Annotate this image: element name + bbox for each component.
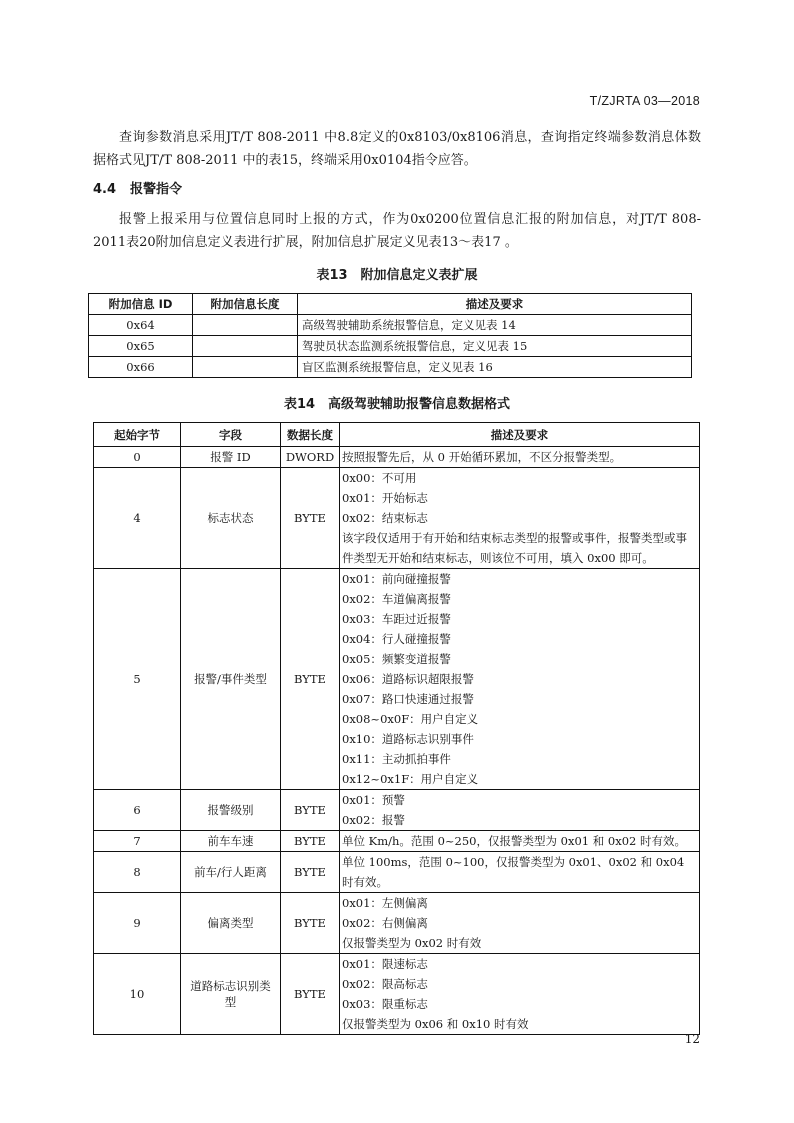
column-header-id: 附加信息 ID bbox=[89, 294, 193, 315]
cell-data-length: BYTE bbox=[281, 790, 340, 831]
description-line: 0x02：限高标志 bbox=[342, 977, 428, 991]
description-line: 仅报警类型为 0x02 时有效 bbox=[342, 936, 482, 950]
table-row bbox=[94, 831, 700, 852]
description-line: 0x00：不可用 bbox=[342, 471, 417, 485]
table-row bbox=[94, 447, 700, 468]
cell-field: 前车/行人距离 bbox=[181, 852, 281, 893]
description-line: 0x12~0x1F：用户自定义 bbox=[342, 772, 479, 786]
table14-caption: 表14 高级驾驶辅助报警信息数据格式 bbox=[283, 397, 511, 412]
section-title: 报警指令 bbox=[130, 182, 183, 197]
description-line: 按照报警先后，从 0 开始循环累加，不区分报警类型。 bbox=[342, 450, 622, 464]
description-line: 0x03：车距过近报警 bbox=[342, 612, 451, 626]
description-line: 0x01：预警 bbox=[342, 793, 405, 807]
cell-start-byte: 6 bbox=[94, 790, 181, 831]
cell-data-length: DWORD bbox=[281, 447, 340, 468]
cell-field: 前车车速 bbox=[181, 831, 281, 852]
cell-id: 0x65 bbox=[89, 336, 193, 357]
cell-data-length: BYTE bbox=[281, 569, 340, 790]
table-row bbox=[94, 893, 700, 954]
cell-id: 0x66 bbox=[89, 357, 193, 378]
column-header-start-byte: 起始字节 bbox=[94, 423, 181, 447]
description-line: 0x02：结束标志 bbox=[342, 511, 428, 525]
column-header-data-length: 数据长度 bbox=[281, 423, 340, 447]
cell-start-byte: 10 bbox=[94, 954, 181, 1035]
description-line: 0x01：左侧偏离 bbox=[342, 896, 428, 910]
column-header-description: 描述及要求 bbox=[340, 423, 700, 447]
table-header-row bbox=[89, 294, 692, 315]
description-line: 0x02：车道偏离报警 bbox=[342, 592, 451, 606]
description-line: 0x01：开始标志 bbox=[342, 491, 428, 505]
cell-description bbox=[340, 790, 700, 831]
description-line: 0x07：路口快速通过报警 bbox=[342, 692, 474, 706]
table-row bbox=[94, 852, 700, 893]
section-number: 4.4 bbox=[93, 182, 117, 197]
cell-field: 道路标志识别类型 bbox=[181, 954, 281, 1035]
table14-adas-alarm-format bbox=[93, 422, 700, 1035]
cell-data-length: BYTE bbox=[281, 831, 340, 852]
cell-start-byte: 0 bbox=[94, 447, 181, 468]
table-row bbox=[89, 336, 692, 357]
cell-description bbox=[340, 831, 700, 852]
description-line: 0x01：前向碰撞报警 bbox=[342, 572, 451, 586]
cell-data-length: BYTE bbox=[281, 893, 340, 954]
description-line: 单位 100ms，范围 0~100，仅报警类型为 0x01、0x02 和 0x04 时有效。 bbox=[342, 855, 685, 889]
table13-additional-info bbox=[88, 293, 692, 378]
cell-description bbox=[340, 954, 700, 1035]
cell-length bbox=[193, 315, 298, 336]
cell-description bbox=[340, 852, 700, 893]
cell-description: 高级驾驶辅助系统报警信息，定义见表 14 bbox=[298, 315, 692, 336]
description-line: 0x06：道路标识超限报警 bbox=[342, 672, 474, 686]
description-line: 0x05：频繁变道报警 bbox=[342, 652, 451, 666]
cell-id: 0x64 bbox=[89, 315, 193, 336]
cell-field: 报警级别 bbox=[181, 790, 281, 831]
column-header-length: 附加信息长度 bbox=[193, 294, 298, 315]
table-row bbox=[94, 954, 700, 1035]
table-row bbox=[94, 468, 700, 569]
column-header-field: 字段 bbox=[181, 423, 281, 447]
cell-description bbox=[340, 893, 700, 954]
cell-start-byte: 8 bbox=[94, 852, 181, 893]
cell-data-length: BYTE bbox=[281, 954, 340, 1035]
description-line: 0x11：主动抓拍事件 bbox=[342, 752, 451, 766]
paragraph-query-params: 查询参数消息采用JT/T 808-2011 中8.8定义的0x8103/0x8106消息，查询指定终端参数消息体数据格式见JT/T 808-2011 中的表15，终端采用0x0104指令应答。 bbox=[93, 130, 701, 168]
paragraph-alarm-report: 报警上报采用与位置信息同时上报的方式，作为0x0200位置信息汇报的附加信息，对JT/T 808-2011表20附加信息定义表进行扩展，附加信息扩展定义见表13～表17 。 bbox=[93, 212, 701, 250]
description-line: 0x10：道路标志识别事件 bbox=[342, 732, 474, 746]
page-number: 12 bbox=[684, 1032, 700, 1046]
document-code: T/ZJRTA 03—2018 bbox=[589, 94, 700, 108]
cell-field: 报警 ID bbox=[181, 447, 281, 468]
cell-data-length: BYTE bbox=[281, 468, 340, 569]
cell-description bbox=[340, 447, 700, 468]
description-line: 该字段仅适用于有开始和结束标志类型的报警或事件，报警类型或事件类型无开始和结束标志，则该位不可用，填入 0x00 即可。 bbox=[342, 531, 687, 565]
cell-description bbox=[340, 468, 700, 569]
column-header-description: 描述及要求 bbox=[298, 294, 692, 315]
description-line: 0x02：报警 bbox=[342, 813, 405, 827]
description-line: 0x03：限重标志 bbox=[342, 997, 428, 1011]
cell-description: 驾驶员状态监测系统报警信息，定义见表 15 bbox=[298, 336, 692, 357]
table-header-row bbox=[94, 423, 700, 447]
cell-field: 报警/事件类型 bbox=[181, 569, 281, 790]
cell-length bbox=[193, 336, 298, 357]
table-row bbox=[89, 315, 692, 336]
cell-field: 标志状态 bbox=[181, 468, 281, 569]
cell-field: 偏离类型 bbox=[181, 893, 281, 954]
description-line: 0x02：右侧偏离 bbox=[342, 916, 428, 930]
description-line: 0x08~0x0F：用户自定义 bbox=[342, 712, 479, 726]
cell-start-byte: 4 bbox=[94, 468, 181, 569]
description-line: 0x01：限速标志 bbox=[342, 957, 428, 971]
cell-description bbox=[340, 569, 700, 790]
section-heading bbox=[93, 178, 182, 197]
cell-description: 盲区监测系统报警信息，定义见表 16 bbox=[298, 357, 692, 378]
cell-start-byte: 5 bbox=[94, 569, 181, 790]
table13-caption: 表13 附加信息定义表扩展 bbox=[316, 268, 478, 283]
cell-start-byte: 7 bbox=[94, 831, 181, 852]
description-line: 0x04：行人碰撞报警 bbox=[342, 632, 451, 646]
table-row bbox=[89, 357, 692, 378]
table-row bbox=[94, 569, 700, 790]
description-line: 单位 Km/h。范围 0~250，仅报警类型为 0x01 和 0x02 时有效。 bbox=[342, 834, 686, 848]
cell-data-length: BYTE bbox=[281, 852, 340, 893]
description-line: 仅报警类型为 0x06 和 0x10 时有效 bbox=[342, 1017, 529, 1031]
cell-start-byte: 9 bbox=[94, 893, 181, 954]
table-row bbox=[94, 790, 700, 831]
cell-length bbox=[193, 357, 298, 378]
